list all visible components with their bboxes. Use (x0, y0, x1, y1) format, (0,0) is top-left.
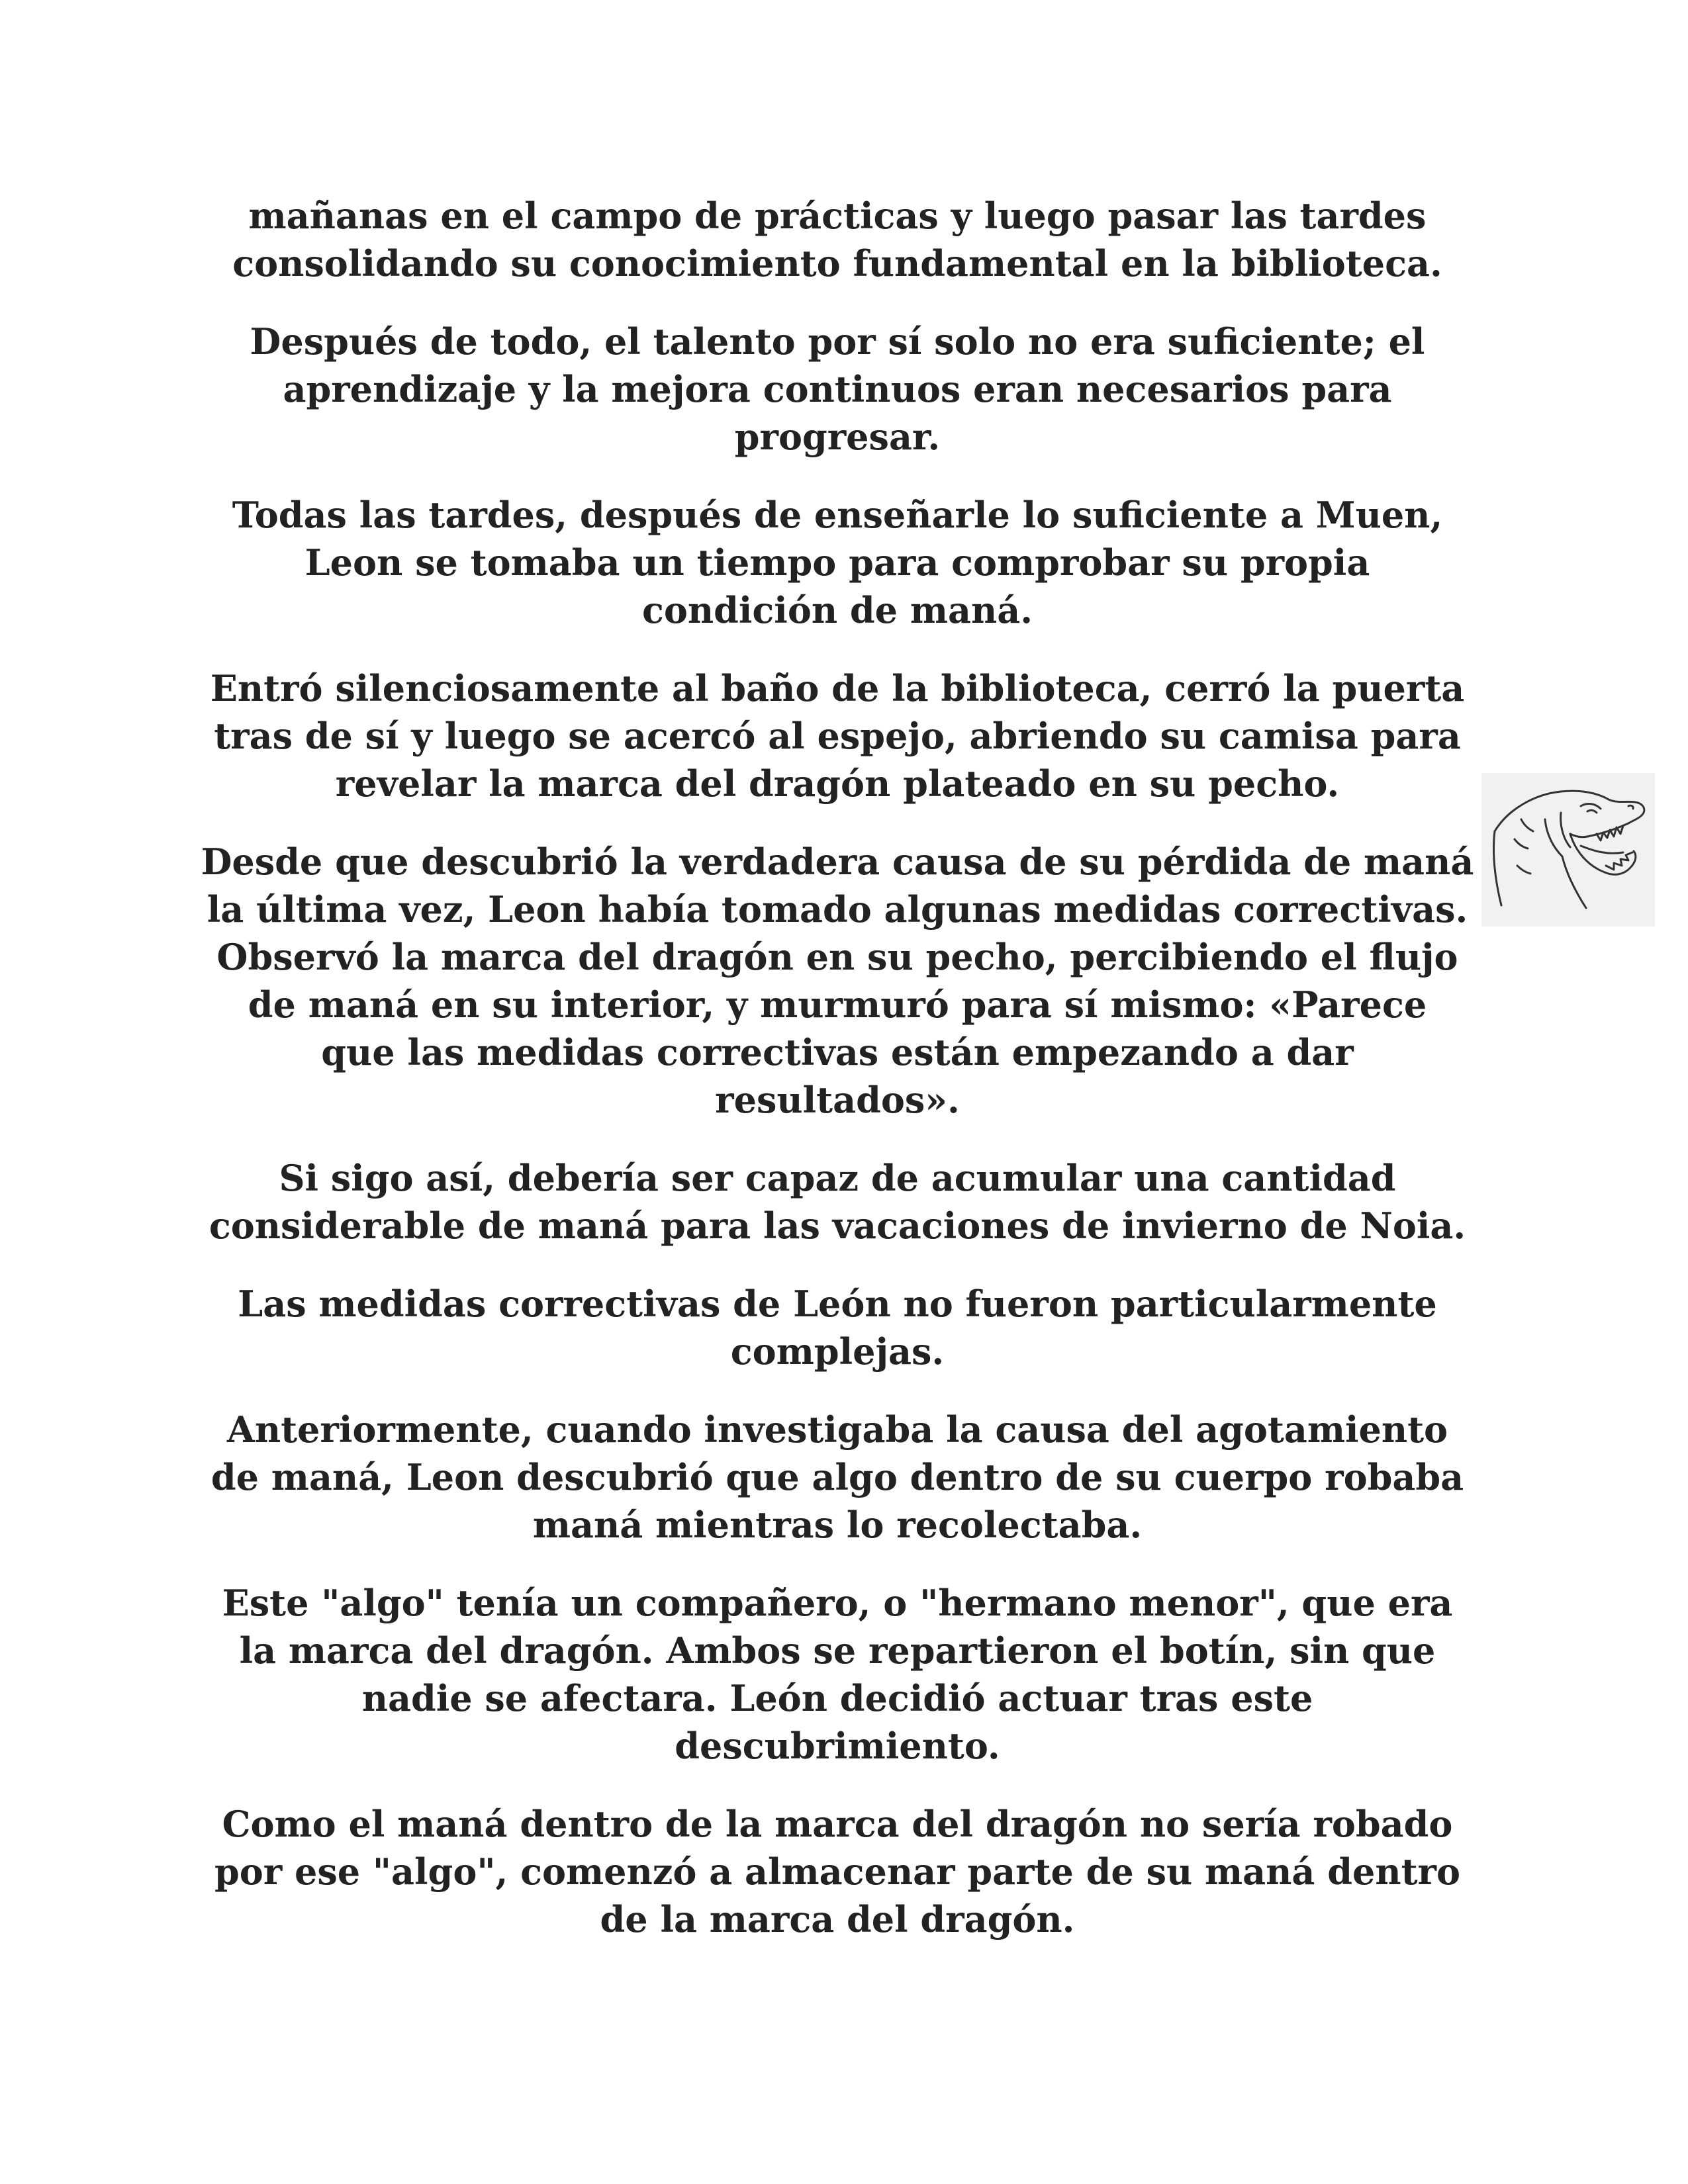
text-line: progresar. (734, 416, 941, 458)
text-line: Observó la marca del dragón en su pecho, percibiendo el flujo (216, 936, 1458, 978)
text-line: de la marca del dragón. (600, 1898, 1075, 1940)
text-line: mañanas en el campo de prácticas y luego pasar las tardes (248, 195, 1427, 237)
dragon-head-sketch-icon (1481, 773, 1655, 927)
text-line: Si sigo así, debería ser capaz de acumular una cantidad (279, 1157, 1396, 1199)
text-line: Después de todo, el talento por sí solo no era suficiente; el (250, 320, 1425, 363)
paragraph (199, 1800, 1476, 1943)
text-line: la marca del dragón. Ambos se repartieron el botín, sin que (239, 1629, 1436, 1672)
text-line: nadie se afectara. León decidió actuar tras este (361, 1677, 1313, 1719)
paragraph (199, 192, 1476, 287)
text-line: resultados». (715, 1079, 960, 1121)
text-line: por ese "algo", comenzó a almacenar parte de su maná dentro (214, 1850, 1460, 1893)
text-line: consolidando su conocimiento fundamental en la biblioteca. (232, 242, 1442, 285)
text-line: la última vez, Leon había tomado algunas medidas correctivas. (207, 888, 1468, 931)
text-line: de maná en su interior, y murmuró para sí mismo: «Parece (248, 983, 1427, 1026)
body-text (199, 192, 1476, 1974)
text-line: tras de sí y luego se acercó al espejo, abriendo su camisa para (214, 715, 1461, 757)
paragraph (199, 1280, 1476, 1375)
paragraph (199, 1579, 1476, 1770)
text-line: Todas las tardes, después de enseñarle lo suficiente a Muen, (232, 494, 1443, 536)
paragraph (199, 1406, 1476, 1549)
text-line: Como el maná dentro de la marca del dragón no sería robado (222, 1803, 1453, 1845)
paragraph (199, 491, 1476, 634)
text-line: revelar la marca del dragón plateado en su pecho. (335, 762, 1340, 805)
text-line: Anteriormente, cuando investigaba la causa del agotamiento (226, 1408, 1448, 1451)
text-line: aprendizaje y la mejora continuos eran necesarios para (283, 368, 1392, 410)
paragraph (199, 838, 1476, 1124)
text-line: que las medidas correctivas están empezando a dar (321, 1031, 1354, 1073)
text-line: descubrimiento. (675, 1725, 1000, 1767)
paragraph (199, 664, 1476, 807)
text-line: Desde que descubrió la verdadera causa de su pérdida de maná (201, 841, 1474, 883)
text-line: Las medidas correctivas de León no fueron particularmente (238, 1283, 1437, 1325)
text-line: Este "algo" tenía un compañero, o "hermano menor", que era (222, 1582, 1453, 1624)
text-line: complejas. (730, 1330, 945, 1373)
paragraph (199, 318, 1476, 461)
text-line: condición de maná. (642, 589, 1033, 631)
paragraph (199, 1154, 1476, 1250)
text-line: Entró silenciosamente al baño de la biblioteca, cerró la puerta (210, 667, 1465, 709)
text-line: de maná, Leon descubrió que algo dentro de su cuerpo robaba (211, 1456, 1464, 1498)
text-line: considerable de maná para las vacaciones de invierno de Noia. (209, 1205, 1466, 1247)
text-line: Leon se tomaba un tiempo para comprobar su propia (305, 541, 1370, 584)
text-line: maná mientras lo recolectaba. (532, 1504, 1143, 1546)
